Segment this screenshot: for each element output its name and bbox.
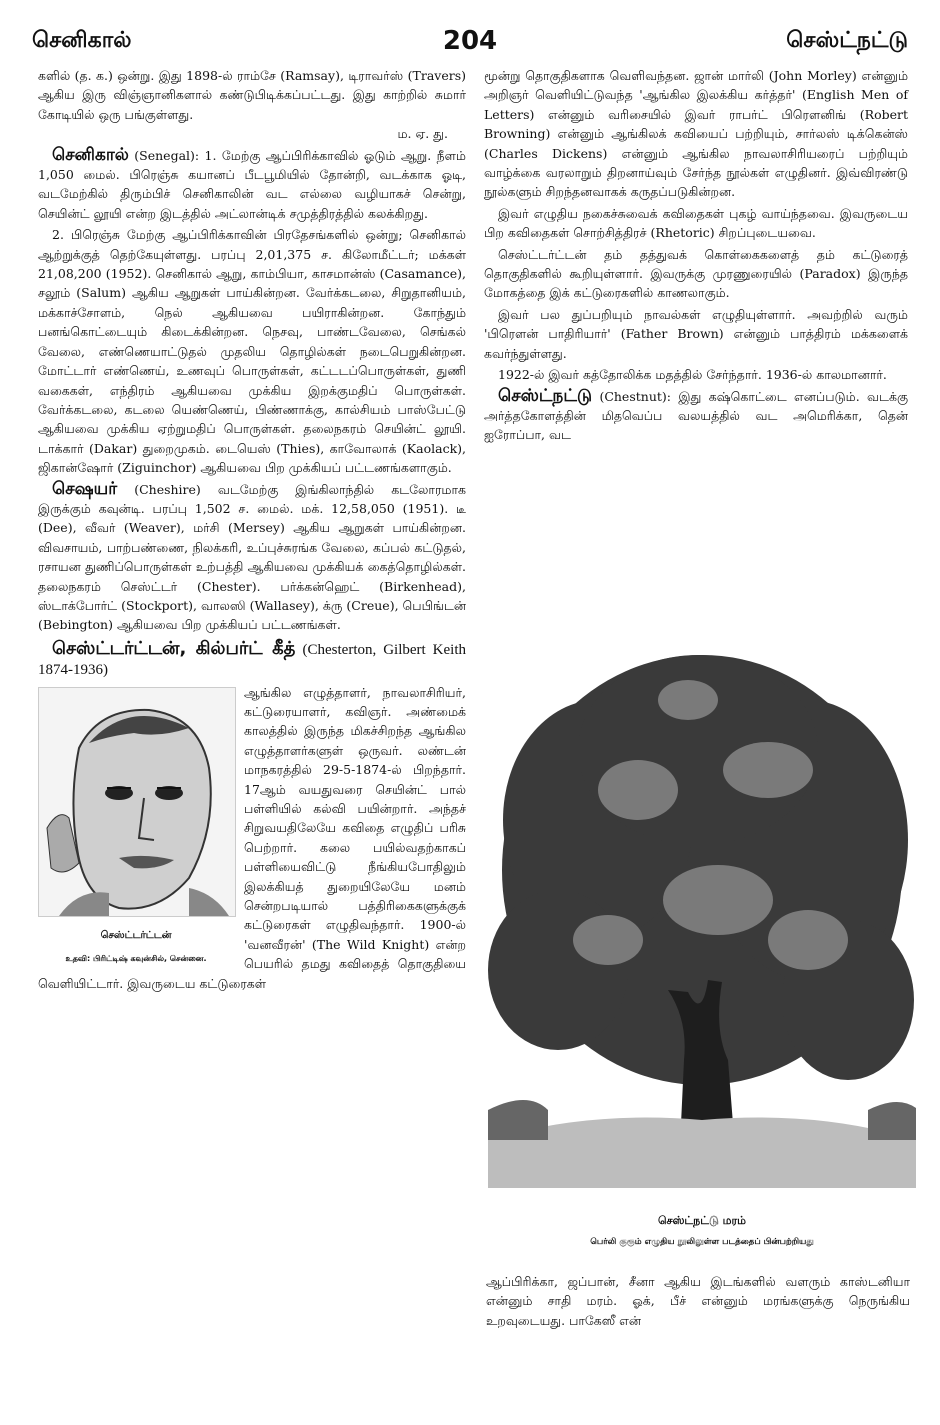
running-head-left: செனிகால் [32,28,132,53]
entry-senegal-1 [38,146,466,224]
senegal-text-1: (Senegal): 1. மேற்கு ஆப்பிரிக்காவில் ஓடும் ஆறு. நீளம் 1,050 மைல். பிரெஞ்சு கயானப் பீடபூமியில் தோன்றி, வடக்காக ஓடி, வடமேற்கில் திரும்பிச் செனிகாலின் வட எல்லை வழியாகச் சென்று, செயின்ட் லூயி என்ற இடத்தில் அட்லான்டிக் சமுத்திரத்தில் கலக்கிறது. [38,147,466,221]
chestnut-text: (Chestnut): இது கஷ்கொட்டை எனப்படும். வடக்கு அர்த்தகோளத்தின் மிதவெப்ப வலயத்தில் வட அமெரிக்கா, தென் ஐரோப்பா, வட [484,388,908,443]
running-head-right: செஸ்ட்நட்டு [786,28,908,53]
portrait-caption: செஸ்ட்டர்ட்டன் [100,930,172,941]
chestnut-tree-illustration [488,640,916,1188]
chesterton-cont-1: மூன்று தொகுதிகளாக வெளிவந்தன. ஜான் மார்லி (John Morley) என்னும் அறிஞர் வெளியிட்டுவந்த 'ஆங்கில இலக்கிய கர்த்தர்' (English Men of Letters) என்னும் வரிசையில் இவர் ராபர்ட் பிரௌனிங் (Robert Browning) என்னும் ஆங்கிலக் கவியைப் பற்றியும், சார்லஸ் டிக்கென்ஸ் (Charles Dickens) என்னும் ஆங்கில நாவலாசிரியரைப் பற்றியும் வாழ்க்கை வரலாறும் திறனாய்வும் சேர்ந்த நூல்கள் எழுதினர். இவ்விரண்டு நூல்களும் சிறந்தனவாகக் கருதப்படுகின்றன. [484,68,908,200]
chesterton-latin: (Chesterton, Gilbert Keith 1874-1936) [38,641,466,679]
left-column [38,66,466,995]
chesterton-cont-5: 1922-ல் இவர் கத்தோலிக்க மதத்தில் சேர்ந்தார். 1936-ல் காலமானார். [498,367,887,383]
chesterton-portrait [38,687,236,917]
cheshire-text: (Cheshire) வடமேற்கு இங்கிலாந்தில் கடலோரமாக இருக்கும் கவுன்டி. பரப்பு 1,502 ச. மைல். மக். 12,58,050 (1951). டீ (Dee), வீவர் (Weaver), மர்சி (Mersey) ஆகிய ஆறுகள் பாய்கின்றன. விவசாயம், பாற்பண்ணை, நிலக்கரி, உப்புச்சுரங்க வேலை, கப்பல் கட்டுதல், ரசாயன துணிப்பொருள்கள் உற்பத்தி ஆகியவை முக்கியக் கைத்தொழில்கள். தலைநகரம் செஸ்ட்டர் (Chester). பர்க்கன்ஹெட் (Birkenhead), ஸ்டாக்போர்ட் (Stockport), வாலஸி (Wallasey), க்ரு (Creue), பெபிங்டன் (Bebington) ஆகியவை பிற முக்கியப் பட்டணங்கள். [38,481,466,633]
tree-credit: பெர்லி குரூம் எழுதிய நூலிலுள்ள படத்தைப் பின்பற்றியது [590,1237,814,1247]
entry-cheshire [38,480,466,635]
entry-chestnut [484,387,908,445]
headword-chestnut: செஸ்ட்நட்டு [498,385,593,406]
chesterton-cont-4: இவர் பல துப்பறியும் நாவல்கள் எழுதியுள்ளார். அவற்றில் வரும் 'பிரௌன் பாதிரியார்' (Father Brown) என்னும் பாத்திரம் மக்களைக் கவர்ந்துள்ளது. [484,306,908,361]
headword-cheshire: செஷயர் [52,478,118,499]
page-number: 204 [442,26,498,56]
headword-senegal: செனிகால் [52,144,129,165]
chesterton-cont-2: இவர் எழுதிய நகைச்சுவைக் கவிதைகள் புகழ் வாய்ந்தவை. இவருடைய பிற கவிதைகள் சொற்சித்திரச் (Rhetoric) சிறப்புடையவை. [484,205,908,241]
continued-paragraph [38,66,466,144]
author-signature: ம. ஏ. து. [397,126,448,142]
right-column [484,66,908,447]
continued-text: களில் (த. க.) ஒன்று. இது 1898-ல் ராம்சே (Ramsay), டிராவர்ஸ் (Travers) ஆகிய இரு விஞ்ஞானிகளால் கண்டுபிடிக்கப்பட்டது. இது காற்றில் சுமார் கோடியில் ஒரு பங்குள்ளது. [38,68,466,122]
chesterton-cont-3: செஸ்ட்டர்ட்டன் தம் தத்துவக் கொள்கைகளைத் தம் கட்டுரைத் தொகுதிகளில் கூறியுள்ளார். இவருக்கு முரணுரையில் (Paradox) இருந்த மோகத்தை இக் கட்டுரைகளில் காணலாகும். [484,246,908,301]
entry-senegal-2: 2. பிரெஞ்சு மேற்கு ஆப்பிரிக்காவின் பிரதேசங்களில் ஒன்று; செனிகால் ஆற்றுக்குத் தெற்கேயுள்ளது. பரப்பு 2,01,375 ச. கிலோமீட்டர்; மக்கள் 21,08,200 (1952). செனிகால் ஆறு, காம்பியா, காசமான்ஸ் (Casamance), சலூம் (Salum) ஆகிய ஆறுகள் பாய்கின்றன. வேர்க்கடலை, சிறுதானியம், மக்காச்சோளம், நெல் ஆகியவை பயிராகின்றன. கோந்தும் பனங்கொட்டையும் கிடைக்கின்றன. நெசவு, பாண்டவேலை, செங்கல் வேலை, எண்ணெயாட்டுதல் முதலிய தொழில்கள் நடைபெறுகின்றன. மோட்டார் எண்ணெய், உணவுப் பொருள்கள், கட்டடப்பொருள்கள், துணி வகைகள், எந்திரம் ஆகியவை முக்கிய இறக்குமதிப் பொருள்கள். வேர்க்கடலை, கடலை யெண்ணெய், பிண்ணாக்கு, கால்சியம் பாஸ்பேட்டு ஆகியவை முக்கிய ஏற்றுமதிப் பொருள்கள். தலைநகரம் செயின்ட் லூயி. டாக்கார் (Dakar) துறைமுகம். டையெஸ் (Thies), காவோலாக் (Kaolack), ஜிகான்ஷோர் (Ziguinchor) ஆகியவை பிற முக்கியப் பட்டணங்களாகும். [38,227,466,476]
portrait-credit: உதவி: பிரிட்டிஷ் கவுன்சில், சென்னை. [65,954,207,964]
portrait-figure [38,687,234,965]
right-column-bottom [486,1272,910,1332]
chesterton-body: ஆங்கில எழுத்தாளர், நாவலாசிரியர், கட்டுரையாளர், கவிஞர். அண்மைக் காலத்தில் இருந்த மிகச்சிறந்த ஆங்கில எழுத்தாளர்களுள் ஒருவர். லண்டன் மாநகரத்தில் 29-5-1874-ல் பிறந்தார். 17ஆம் வயதுவரை செயின்ட் பால் பள்ளியில் கல்வி பயின்றார். அந்தச் சிறுவயதிலேயே கவிதை எழுதிப் பரிசு பெற்றார். கலை பயில்வதற்காகப் பள்ளியைவிட்டு நீங்கியபோதிலும் இலக்கியத் துறையிலேயே மனம் சென்றபடியால் பத்திரிகைகளுக்குக் கட்டுரைகள் எழுதிவந்தார். 1900-ல் 'வனவீரன்' (The Wild Knight) என்ற பெயரில் தமது கவிதைத் தொகுதியை வெளியிட்டார். இவருடைய கட்டுரைகள் [38,684,466,991]
tree-figure [488,640,916,1248]
headword-chesterton: செஸ்ட்டர்ட்டன், கில்பர்ட் கீத் [52,637,296,659]
chestnut-cont: ஆப்பிரிக்கா, ஜப்பான், சீனா ஆகிய இடங்களில் வளரும் காஸ்டனியா என்னும் சாதி மரம். ஓக், பீச் என்னும் மரங்களுக்கு நெருங்கிய உறவுடையது. பாகேஸீ என் [486,1274,910,1328]
entry-chesterton-head [38,639,466,681]
tree-caption: செஸ்ட்நட்டு மரம் [657,1214,747,1227]
